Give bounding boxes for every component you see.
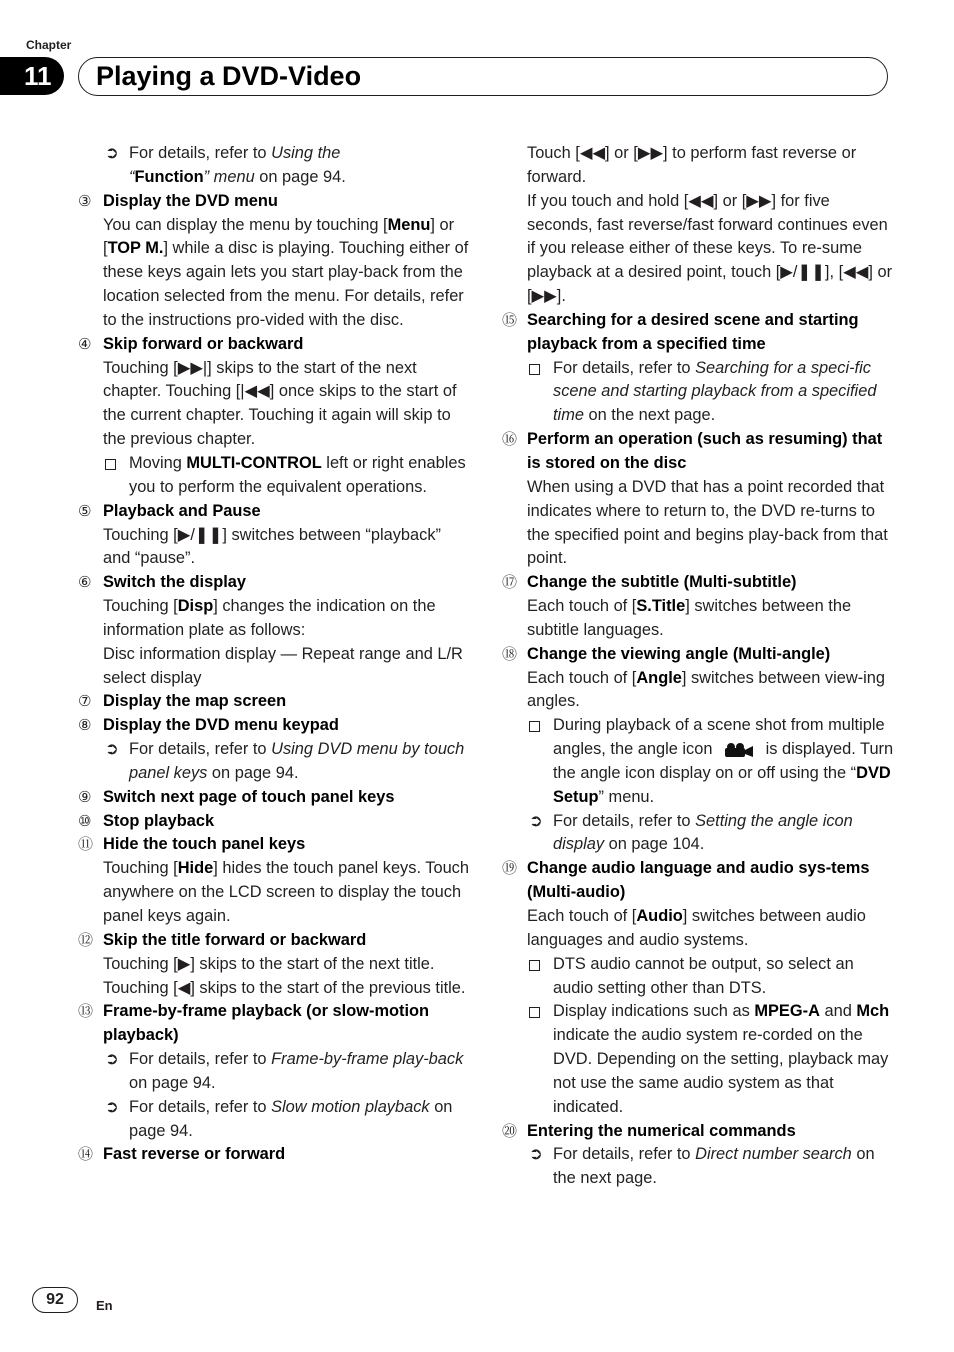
arrow-ref-icon: ➲ bbox=[105, 1097, 119, 1116]
note-row bbox=[502, 357, 894, 429]
note-row bbox=[502, 1000, 894, 1119]
reference-note bbox=[527, 810, 894, 858]
numbered-item bbox=[78, 786, 470, 810]
body-text: Touching [Disp] changes the indication on the information plate as follows: Disc information display — Repeat range and L/R select display bbox=[103, 597, 463, 687]
item-heading: Perform an operation (such as resuming) that is stored on the disc bbox=[527, 430, 883, 472]
note-row bbox=[78, 1048, 470, 1096]
item-heading: Change the viewing angle (Multi-angle) bbox=[527, 644, 831, 663]
body-text: Each touch of [S.Title] switches between the subtitle languages. bbox=[527, 597, 852, 639]
page-number: 92 bbox=[32, 1287, 78, 1313]
item-heading: Skip the title forward or backward bbox=[103, 930, 367, 949]
note-box-icon bbox=[105, 459, 116, 470]
item-heading: Display the DVD menu keypad bbox=[103, 716, 339, 735]
note-row bbox=[502, 953, 894, 1001]
note-text: For details, refer to Frame-by-frame play-back on page 94. bbox=[129, 1050, 464, 1092]
item-heading: Searching for a desired scene and starting playback from a specified time bbox=[527, 310, 859, 353]
reference-note bbox=[103, 1096, 470, 1144]
item-heading: Entering the numerical commands bbox=[527, 1121, 796, 1140]
note-text: For details, refer to Using the “Function” menu on page 94. bbox=[129, 144, 346, 186]
item-heading: Stop playback bbox=[103, 811, 215, 830]
item-number: ⑭ bbox=[78, 1146, 94, 1164]
body-text: When using a DVD that has a point recorded that indicates where to return to, the DVD re-turns to the specified point and begins play-back from that point. bbox=[527, 477, 888, 568]
body-text: Touching [▶/❚❚] switches between “playback” and “pause”. bbox=[103, 525, 441, 568]
arrow-ref-icon: ➲ bbox=[529, 1145, 543, 1164]
reference-note bbox=[103, 142, 470, 190]
numbered-item bbox=[502, 643, 894, 667]
page-title: Playing a DVD-Video bbox=[96, 61, 362, 91]
body-text: Touching [▶▶|] skips to the start of the next chapter. Touching [|◀◀] once skips to the start of the current chapter. Touching it again will skip to the previous chapter. bbox=[103, 358, 457, 449]
bullet-note bbox=[527, 714, 894, 809]
note-text: For details, refer to Searching for a speci-fic scene and starting playback from a specified time on the next page. bbox=[553, 358, 877, 425]
item-number: ⑬ bbox=[78, 1003, 94, 1021]
numbered-item bbox=[78, 500, 470, 524]
item-number: ⑧ bbox=[78, 717, 92, 735]
item-number: ⑫ bbox=[78, 931, 94, 949]
note-row bbox=[78, 738, 470, 786]
note-row bbox=[502, 810, 894, 858]
item-number: ⑤ bbox=[78, 502, 92, 520]
item-number: ⑪ bbox=[78, 836, 94, 854]
right-column bbox=[502, 142, 894, 1191]
note-text: For details, refer to Direct number search on the next page. bbox=[553, 1145, 875, 1188]
item-heading: Playback and Pause bbox=[103, 501, 261, 520]
note-row bbox=[78, 142, 470, 190]
bullet-note bbox=[527, 357, 894, 429]
item-number: ⑲ bbox=[502, 860, 518, 878]
body-text: Each touch of [Angle] switches between view-ing angles. bbox=[527, 668, 886, 711]
numbered-item bbox=[502, 1120, 894, 1144]
note-row bbox=[78, 452, 470, 500]
chapter-number: 11 bbox=[0, 57, 64, 95]
item-heading: Display the DVD menu bbox=[103, 191, 278, 210]
item-heading: Hide the touch panel keys bbox=[103, 835, 306, 854]
chapter-label: Chapter bbox=[26, 38, 72, 52]
note-box-icon bbox=[529, 721, 540, 732]
item-number: ⑳ bbox=[502, 1122, 518, 1140]
note-box-icon bbox=[529, 960, 540, 971]
item-heading: Skip forward or backward bbox=[103, 334, 304, 353]
note-row bbox=[502, 1143, 894, 1191]
body-text: Touch [◀◀] or [▶▶] to perform fast reverse or forward. If you touch and hold [◀◀] or [▶▶] for five seconds, fast reverse/fast forward continues even if you release either of these keys. To re-sume playback at a desired point, touch [▶/❚❚], [◀◀] or [▶▶]. bbox=[527, 144, 893, 306]
item-number: ⑥ bbox=[78, 574, 92, 592]
numbered-item bbox=[78, 190, 470, 214]
item-heading: Switch next page of touch panel keys bbox=[103, 787, 395, 806]
item-number: ③ bbox=[78, 192, 92, 210]
numbered-item bbox=[78, 1143, 470, 1167]
bullet-note bbox=[103, 452, 470, 500]
item-number: ⑩ bbox=[78, 812, 92, 830]
numbered-item bbox=[78, 690, 470, 714]
item-number: ⑦ bbox=[78, 693, 92, 711]
numbered-item bbox=[78, 810, 470, 834]
arrow-ref-icon: ➲ bbox=[105, 144, 119, 162]
item-number: ④ bbox=[78, 335, 92, 353]
note-row bbox=[502, 714, 894, 809]
note-row bbox=[78, 1096, 470, 1144]
numbered-item bbox=[502, 309, 894, 357]
item-heading: Change the subtitle (Multi-subtitle) bbox=[527, 573, 797, 592]
note-text: For details, refer to Slow motion playback on page 94. bbox=[129, 1097, 453, 1140]
note-text: DTS audio cannot be output, so select an audio setting other than DTS. bbox=[553, 954, 854, 997]
numbered-item bbox=[78, 929, 470, 953]
arrow-ref-icon: ➲ bbox=[105, 1050, 119, 1069]
numbered-item bbox=[502, 571, 894, 595]
item-number: ⑨ bbox=[78, 788, 92, 806]
numbered-item bbox=[502, 428, 894, 476]
numbered-item bbox=[502, 857, 894, 905]
item-heading: Frame-by-frame playback (or slow-motion playback) bbox=[103, 1002, 430, 1045]
item-number: ⑯ bbox=[502, 431, 518, 449]
arrow-ref-icon: ➲ bbox=[529, 811, 543, 830]
numbered-item bbox=[78, 333, 470, 357]
note-text: During playback of a scene shot from multiple angles, the angle icon is displayed. Turn the angle icon display on or off using the “DVD Setup” menu. bbox=[553, 716, 894, 806]
numbered-item bbox=[78, 1000, 470, 1048]
item-heading: Change audio language and audio sys-tems (Multi-audio) bbox=[527, 859, 870, 902]
left-column bbox=[78, 142, 470, 1167]
bullet-note bbox=[527, 953, 894, 1001]
body-text: You can display the menu by touching [Menu] or [TOP M.] while a disc is playing. Touching either of these keys again lets you start play-back from the location selected from the menu. For details, refer to the instructions pro-vided with the disc. bbox=[103, 215, 469, 329]
note-text: For details, refer to Setting the angle icon display on page 104. bbox=[553, 811, 853, 854]
item-heading: Switch the display bbox=[103, 573, 246, 592]
body-text: Each touch of [Audio] switches between audio languages and audio systems. bbox=[527, 907, 866, 949]
body-text: Touching [▶] skips to the start of the next title. Touching [◀] skips to the start of the previous title. bbox=[103, 954, 466, 997]
item-number: ⑰ bbox=[502, 574, 518, 592]
reference-note bbox=[103, 1048, 470, 1096]
note-text: Display indications such as MPEG-A and Mch indicate the audio system re-corded on the DVD. Depending on the setting, playback may not use the same audio system as that indicated. bbox=[553, 1002, 890, 1116]
item-heading: Display the map screen bbox=[103, 692, 287, 711]
note-text: Moving MULTI-CONTROL left or right enables you to perform the equivalent operations. bbox=[129, 453, 466, 496]
note-box-icon bbox=[529, 364, 540, 375]
bullet-note bbox=[527, 1000, 894, 1119]
item-number: ⑮ bbox=[502, 311, 518, 329]
note-box-icon bbox=[529, 1007, 540, 1018]
language-label: En bbox=[96, 1298, 113, 1313]
numbered-item bbox=[78, 571, 470, 595]
reference-note bbox=[527, 1143, 894, 1191]
numbered-item bbox=[78, 714, 470, 738]
item-heading: Fast reverse or forward bbox=[103, 1145, 286, 1164]
numbered-item bbox=[78, 833, 470, 857]
reference-note bbox=[103, 738, 470, 786]
body-text: Touching [Hide] hides the touch panel keys. Touch anywhere on the LCD screen to display the touch panel keys again. bbox=[103, 859, 469, 925]
note-text: For details, refer to Using DVD menu by touch panel keys on page 94. bbox=[129, 740, 465, 782]
arrow-ref-icon: ➲ bbox=[105, 740, 119, 759]
item-number: ⑱ bbox=[502, 645, 518, 663]
